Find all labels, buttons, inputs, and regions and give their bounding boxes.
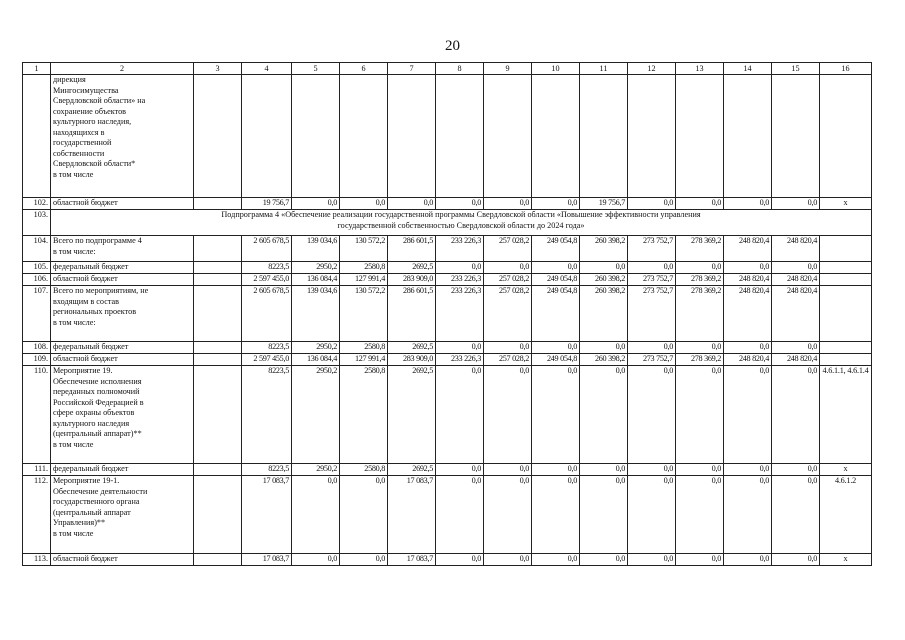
table-row — [23, 236, 872, 262]
amount-cell: 0,0 — [436, 464, 484, 476]
amount-cell: 0,0 — [436, 198, 484, 210]
column-header-3: 3 — [194, 63, 242, 75]
amount-cell: 273 752,7 — [628, 236, 676, 262]
amount-cell — [628, 75, 676, 198]
amount-cell: 2 597 455,0 — [242, 354, 292, 366]
amount-cell: 273 752,7 — [628, 354, 676, 366]
amount-cell: 0,0 — [772, 342, 820, 354]
amount-cell: 8223,5 — [242, 366, 292, 464]
amount-cell: 0,0 — [724, 342, 772, 354]
amount-cell: 0,0 — [580, 366, 628, 464]
table-row — [23, 342, 872, 354]
amount-cell — [292, 75, 340, 198]
column-3-cell — [194, 342, 242, 354]
amount-cell: 2 605 678,5 — [242, 286, 292, 342]
table-row — [23, 554, 872, 566]
amount-cell: 278 369,2 — [676, 274, 724, 286]
amount-cell: 19 756,7 — [580, 198, 628, 210]
amount-cell: 0,0 — [436, 262, 484, 274]
amount-cell: 0,0 — [340, 198, 388, 210]
amount-cell: 248 820,4 — [724, 354, 772, 366]
amount-cell: 248 820,4 — [772, 286, 820, 342]
row-name: областной бюджет — [51, 198, 194, 210]
amount-cell: 248 820,4 — [724, 236, 772, 262]
amount-cell: 0,0 — [772, 464, 820, 476]
amount-cell: 130 572,2 — [340, 236, 388, 262]
table-row — [23, 366, 872, 464]
amount-cell: 0,0 — [628, 262, 676, 274]
amount-cell — [772, 75, 820, 198]
amount-cell: 0,0 — [676, 342, 724, 354]
row-name: федеральный бюджет — [51, 342, 194, 354]
amount-cell: 2580,8 — [340, 464, 388, 476]
amount-cell: 278 369,2 — [676, 286, 724, 342]
amount-cell: 2692,5 — [388, 342, 436, 354]
amount-cell: 0,0 — [436, 342, 484, 354]
amount-cell: 0,0 — [676, 198, 724, 210]
amount-cell: 0,0 — [532, 262, 580, 274]
amount-cell: 0,0 — [388, 198, 436, 210]
amount-cell: 2692,5 — [388, 366, 436, 464]
amount-cell: 0,0 — [628, 476, 676, 554]
row-name: Всего по мероприятиям, не входящим в состав региональных проектов в том числе: — [51, 286, 194, 342]
amount-cell: 0,0 — [580, 262, 628, 274]
amount-cell: 0,0 — [628, 342, 676, 354]
row-number: 111. — [23, 464, 51, 476]
amount-cell: 248 820,4 — [772, 236, 820, 262]
column-3-cell — [194, 198, 242, 210]
table-row — [23, 210, 872, 236]
column-header-2: 2 — [51, 63, 194, 75]
amount-cell: 0,0 — [580, 554, 628, 566]
amount-cell: 0,0 — [484, 554, 532, 566]
column-header-14: 14 — [724, 63, 772, 75]
column-header-7: 7 — [388, 63, 436, 75]
column-header-16: 16 — [820, 63, 872, 75]
column-header-15: 15 — [772, 63, 820, 75]
amount-cell: 260 398,2 — [580, 354, 628, 366]
target-code-cell — [820, 274, 872, 286]
amount-cell — [532, 75, 580, 198]
table-row — [23, 464, 872, 476]
amount-cell: 0,0 — [772, 476, 820, 554]
amount-cell: 2 597 455,0 — [242, 274, 292, 286]
table-row — [23, 354, 872, 366]
column-header-11: 11 — [580, 63, 628, 75]
amount-cell: 2580,8 — [340, 262, 388, 274]
amount-cell: 0,0 — [772, 366, 820, 464]
amount-cell: 0,0 — [484, 366, 532, 464]
amount-cell: 248 820,4 — [772, 354, 820, 366]
amount-cell: 17 083,7 — [242, 554, 292, 566]
amount-cell: 233 226,3 — [436, 286, 484, 342]
column-3-cell — [194, 236, 242, 262]
amount-cell: 2950,2 — [292, 366, 340, 464]
table-row — [23, 476, 872, 554]
target-code-cell — [820, 342, 872, 354]
target-code-cell — [820, 286, 872, 342]
amount-cell: 248 820,4 — [724, 286, 772, 342]
amount-cell: 2580,8 — [340, 366, 388, 464]
amount-cell — [388, 75, 436, 198]
header-row — [23, 63, 872, 75]
column-3-cell — [194, 476, 242, 554]
page-number: 20 — [445, 38, 460, 54]
amount-cell: 0,0 — [292, 476, 340, 554]
row-name: федеральный бюджет — [51, 262, 194, 274]
amount-cell: 0,0 — [484, 262, 532, 274]
amount-cell: 248 820,4 — [772, 274, 820, 286]
amount-cell — [676, 75, 724, 198]
amount-cell: 0,0 — [532, 554, 580, 566]
amount-cell: 0,0 — [724, 366, 772, 464]
amount-cell: 0,0 — [340, 476, 388, 554]
amount-cell: 0,0 — [436, 366, 484, 464]
amount-cell: 0,0 — [532, 476, 580, 554]
amount-cell: 2 605 678,5 — [242, 236, 292, 262]
amount-cell: 260 398,2 — [580, 274, 628, 286]
row-number: 106. — [23, 274, 51, 286]
amount-cell: 278 369,2 — [676, 236, 724, 262]
amount-cell: 257 028,2 — [484, 354, 532, 366]
amount-cell: 233 226,3 — [436, 236, 484, 262]
amount-cell — [724, 75, 772, 198]
amount-cell: 0,0 — [484, 198, 532, 210]
column-header-12: 12 — [628, 63, 676, 75]
amount-cell: 249 054,8 — [532, 286, 580, 342]
column-3-cell — [194, 366, 242, 464]
amount-cell: 0,0 — [676, 476, 724, 554]
amount-cell: 0,0 — [340, 554, 388, 566]
row-name: областной бюджет — [51, 554, 194, 566]
column-header-13: 13 — [676, 63, 724, 75]
amount-cell: 0,0 — [628, 554, 676, 566]
column-header-10: 10 — [532, 63, 580, 75]
amount-cell: 0,0 — [532, 464, 580, 476]
amount-cell — [436, 75, 484, 198]
target-code-cell: х — [820, 554, 872, 566]
amount-cell: 0,0 — [628, 366, 676, 464]
row-number: 105. — [23, 262, 51, 274]
column-3-cell — [194, 554, 242, 566]
amount-cell: 139 034,6 — [292, 286, 340, 342]
row-name: Мероприятие 19. Обеспечение исполнения переданных полномочий Российской Федерацией в сфере охраны объектов культурного наследия (центральный аппарат)** в том числе — [51, 366, 194, 464]
column-3-cell — [194, 262, 242, 274]
amount-cell: 0,0 — [724, 198, 772, 210]
amount-cell: 257 028,2 — [484, 286, 532, 342]
table-row — [23, 262, 872, 274]
amount-cell: 286 601,5 — [388, 236, 436, 262]
row-number: 109. — [23, 354, 51, 366]
amount-cell: 249 054,8 — [532, 236, 580, 262]
amount-cell: 0,0 — [532, 198, 580, 210]
row-number: 102. — [23, 198, 51, 210]
amount-cell: 2950,2 — [292, 342, 340, 354]
amount-cell: 0,0 — [484, 476, 532, 554]
amount-cell: 0,0 — [484, 342, 532, 354]
amount-cell: 248 820,4 — [724, 274, 772, 286]
amount-cell: 17 083,7 — [388, 554, 436, 566]
row-number: 113. — [23, 554, 51, 566]
amount-cell: 2692,5 — [388, 262, 436, 274]
amount-cell: 257 028,2 — [484, 274, 532, 286]
amount-cell: 0,0 — [676, 464, 724, 476]
amount-cell — [242, 75, 292, 198]
amount-cell: 136 084,4 — [292, 274, 340, 286]
amount-cell: 257 028,2 — [484, 236, 532, 262]
amount-cell: 19 756,7 — [242, 198, 292, 210]
target-code-cell — [820, 354, 872, 366]
amount-cell — [340, 75, 388, 198]
subprogram-title: Подпрограмма 4 «Обеспечение реализации государственной программы Свердловской области «Повышение эффективности управления государственной собственностью Свердловской области до 2024 года» — [51, 210, 872, 236]
column-3-cell — [194, 286, 242, 342]
row-number: 110. — [23, 366, 51, 464]
budget-table — [22, 62, 872, 566]
amount-cell: 2692,5 — [388, 464, 436, 476]
amount-cell: 286 601,5 — [388, 286, 436, 342]
row-number — [23, 75, 51, 198]
amount-cell: 0,0 — [724, 476, 772, 554]
amount-cell: 0,0 — [724, 262, 772, 274]
amount-cell: 8223,5 — [242, 342, 292, 354]
amount-cell: 0,0 — [676, 366, 724, 464]
amount-cell: 0,0 — [292, 198, 340, 210]
amount-cell: 283 909,0 — [388, 274, 436, 286]
amount-cell — [580, 75, 628, 198]
amount-cell: 260 398,2 — [580, 236, 628, 262]
amount-cell: 249 054,8 — [532, 354, 580, 366]
amount-cell: 0,0 — [580, 476, 628, 554]
row-number: 107. — [23, 286, 51, 342]
amount-cell: 17 083,7 — [242, 476, 292, 554]
column-header-4: 4 — [242, 63, 292, 75]
row-name: Мероприятие 19-1. Обеспечение деятельности государственного органа (центральный аппарат Управления)** в том числе — [51, 476, 194, 554]
column-3-cell — [194, 354, 242, 366]
target-code-cell: 4.6.1.2 — [820, 476, 872, 554]
amount-cell: 0,0 — [676, 262, 724, 274]
amount-cell: 17 083,7 — [388, 476, 436, 554]
amount-cell: 0,0 — [676, 554, 724, 566]
amount-cell: 0,0 — [772, 198, 820, 210]
column-header-9: 9 — [484, 63, 532, 75]
amount-cell: 273 752,7 — [628, 286, 676, 342]
column-header-8: 8 — [436, 63, 484, 75]
amount-cell: 127 991,4 — [340, 354, 388, 366]
amount-cell: 0,0 — [580, 464, 628, 476]
row-number: 108. — [23, 342, 51, 354]
amount-cell: 233 226,3 — [436, 274, 484, 286]
column-header-5: 5 — [292, 63, 340, 75]
target-code-cell: х — [820, 198, 872, 210]
amount-cell: 0,0 — [436, 476, 484, 554]
target-code-cell: 4.6.1.1, 4.6.1.4 — [820, 366, 872, 464]
table-row — [23, 286, 872, 342]
amount-cell: 0,0 — [580, 342, 628, 354]
amount-cell — [484, 75, 532, 198]
amount-cell: 0,0 — [292, 554, 340, 566]
amount-cell: 249 054,8 — [532, 274, 580, 286]
amount-cell: 8223,5 — [242, 464, 292, 476]
amount-cell: 2950,2 — [292, 464, 340, 476]
amount-cell: 0,0 — [772, 554, 820, 566]
amount-cell: 0,0 — [724, 554, 772, 566]
amount-cell: 8223,5 — [242, 262, 292, 274]
column-header-1: 1 — [23, 63, 51, 75]
amount-cell: 0,0 — [772, 262, 820, 274]
amount-cell: 139 034,6 — [292, 236, 340, 262]
row-name: федеральный бюджет — [51, 464, 194, 476]
table-row — [23, 75, 872, 198]
row-number: 103. — [23, 210, 51, 236]
amount-cell: 136 084,4 — [292, 354, 340, 366]
column-3-cell — [194, 464, 242, 476]
row-name: областной бюджет — [51, 354, 194, 366]
amount-cell: 0,0 — [532, 366, 580, 464]
amount-cell: 0,0 — [628, 198, 676, 210]
amount-cell: 260 398,2 — [580, 286, 628, 342]
table-row — [23, 198, 872, 210]
amount-cell: 283 909,0 — [388, 354, 436, 366]
amount-cell: 0,0 — [484, 464, 532, 476]
column-3-cell — [194, 75, 242, 198]
amount-cell: 273 752,7 — [628, 274, 676, 286]
amount-cell: 278 369,2 — [676, 354, 724, 366]
column-header-6: 6 — [340, 63, 388, 75]
amount-cell: 2580,8 — [340, 342, 388, 354]
amount-cell: 127 991,4 — [340, 274, 388, 286]
target-code-cell: х — [820, 464, 872, 476]
target-code-cell — [820, 75, 872, 198]
amount-cell: 130 572,2 — [340, 286, 388, 342]
amount-cell: 2950,2 — [292, 262, 340, 274]
row-number: 104. — [23, 236, 51, 262]
column-3-cell — [194, 274, 242, 286]
row-name: областной бюджет — [51, 274, 194, 286]
table-row — [23, 274, 872, 286]
amount-cell: 0,0 — [436, 554, 484, 566]
row-number: 112. — [23, 476, 51, 554]
amount-cell: 233 226,3 — [436, 354, 484, 366]
target-code-cell — [820, 262, 872, 274]
amount-cell: 0,0 — [724, 464, 772, 476]
amount-cell: 0,0 — [628, 464, 676, 476]
row-name: Всего по подпрограмме 4 в том числе: — [51, 236, 194, 262]
target-code-cell — [820, 236, 872, 262]
row-name: дирекция Мингосимущества Свердловской области» на сохранение объектов культурного наследия, находящихся в государственной собственности Свердловской области* в том числе — [51, 75, 194, 198]
amount-cell: 0,0 — [532, 342, 580, 354]
